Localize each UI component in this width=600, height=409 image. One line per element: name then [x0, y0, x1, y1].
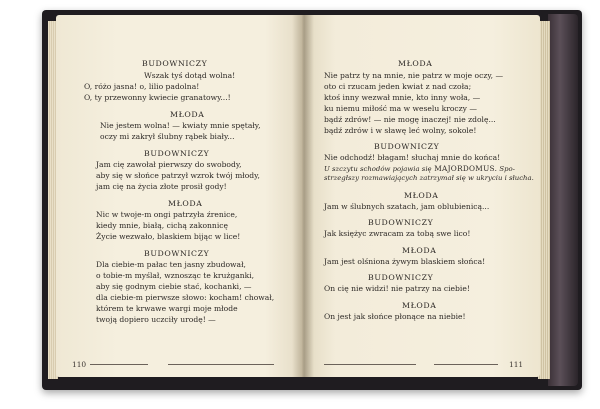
stage-direction-text: U szczytu schodów pojawia się	[324, 165, 432, 173]
verse-line: dla ciebie-m pierwsze słowo: kocham! chował,	[96, 293, 275, 302]
verse-line: jam cię na życia złote prosił gody!	[96, 182, 227, 191]
verse-line: Jak księżyc zwracam za tobą swe lico!	[324, 229, 471, 238]
stage-direction-role: MAJORDOMUS.	[431, 164, 498, 173]
verse-line: Nie odchodź! błagam! słuchaj mnie do końca!	[324, 153, 501, 162]
speaker-label: MŁODA	[168, 199, 203, 208]
verse-line: o tobie-m myślał, wznosząc te krużganki,	[96, 271, 255, 280]
verse-line: oczy mi zakrył ślubny rąbek biały...	[100, 132, 235, 141]
verse-line: którem te krwawe wargi moje młode	[96, 304, 238, 313]
speaker-label: BUDOWNICZY	[142, 59, 208, 68]
verse-line: aby się godnym ciebie stać, kochanki, —	[96, 282, 252, 291]
verse-line: On cię nie widzi! nie patrzy na ciebie!	[324, 284, 470, 293]
stage-direction	[324, 174, 534, 183]
verse-line: Jam w ślubnych szatach, jam oblubienicą...	[324, 202, 490, 211]
verse-line: ku niemu miłość ma w weselu kroczy —	[324, 104, 477, 113]
verse-line: bądź zdrów! — nie mogę inaczej! nie zdolę...	[324, 115, 496, 124]
verse-line: Jam jest olśniona żywym blaskiem słońca!	[324, 257, 486, 266]
book-spine-edge	[548, 14, 578, 386]
footer-rule-right	[324, 364, 416, 365]
verse-line: ktoś inny wezwał mnie, kto inny woła, —	[324, 93, 481, 102]
speaker-label: MŁODA	[402, 246, 437, 255]
verse-line: Jam cię zawołał pierwszy do swobody,	[96, 160, 242, 169]
verse-line: Dla ciebie-m pałac ten jasny zbudował,	[96, 260, 246, 269]
speaker-label: BUDOWNICZY	[368, 218, 434, 227]
speaker-label: BUDOWNICZY	[144, 249, 210, 258]
page-number-left: 110	[72, 360, 87, 369]
speaker-label: BUDOWNICZY	[374, 142, 440, 151]
speaker-label: BUDOWNICZY	[368, 273, 434, 282]
verse-line: Wszak tyś dotąd wolna!	[144, 71, 236, 80]
verse-line: aby się w słońce patrzył wzrok twój młody,	[96, 171, 260, 180]
speaker-label: BUDOWNICZY	[144, 149, 210, 158]
speaker-label: MŁODA	[402, 301, 437, 310]
left-page	[56, 15, 302, 377]
footer-rule-right-2	[434, 364, 498, 365]
book-gutter	[292, 15, 314, 377]
verse-line: Nie patrz ty na mnie, nie patrz w moje oczy, —	[324, 71, 504, 80]
stage-direction-text: strzegłszy rozmawiających zatrzymał się w ukryciu i słucha.	[324, 174, 534, 182]
footer-rule-left	[90, 364, 148, 365]
verse-line: twoją dopiero uczciły urodę! —	[96, 315, 216, 324]
speaker-label: MŁODA	[398, 59, 433, 68]
speaker-label: MŁODA	[170, 110, 205, 119]
stage-direction	[324, 164, 515, 174]
verse-line: oto ci rzucam jeden kwiat z nad czoła;	[324, 82, 472, 91]
verse-line: Nic w twoje-m ongi patrzyła źrenice,	[96, 210, 238, 219]
verse-line: bądź zdrów i w sławę leć wolny, sokole!	[324, 126, 477, 135]
stage-direction-tail: Spo-	[497, 165, 515, 173]
speaker-label: MŁODA	[404, 191, 439, 200]
verse-line: On jest jak słońce płonące na niebie!	[324, 312, 466, 321]
page-number-right: 111	[509, 360, 524, 369]
verse-line: Życie wezwało, blaskiem bijąc w lice!	[96, 232, 241, 241]
verse-line: kiedy mnie, białą, cichą zakonnicę	[96, 221, 228, 230]
verse-line: Nie jestem wolna! — kwiaty mnie spętały,	[100, 121, 261, 130]
right-page	[302, 15, 540, 377]
footer-rule-left-2	[168, 364, 274, 365]
verse-line: O, różo jasna! o, lilio padolna!	[84, 82, 200, 91]
verse-line: O, ty przewonny kwiecie granatowy...!	[84, 93, 231, 102]
